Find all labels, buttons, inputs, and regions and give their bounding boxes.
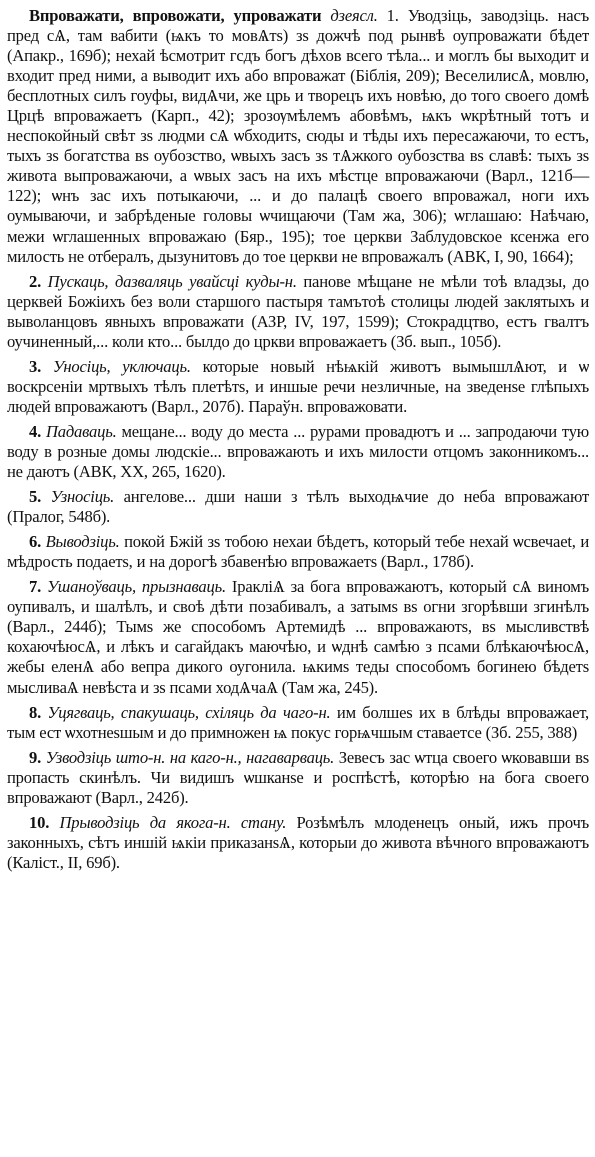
grammar-label: дзеясл. — [330, 6, 378, 25]
sense-number: 5. — [29, 487, 42, 507]
entry-sense-5 — [7, 487, 589, 527]
sense-text: покой Бжій зѕ тобою нехаи бѣдетъ, который тебе нехай ѡсвечаеt, и мѣдрость подаетѕ, и на дорогѣ збавенѣю впроважаетѕ (Варл., 178б). — [7, 532, 589, 572]
sense-gloss: Уцягваць, спакушаць, схіляць да чаго-н. — [47, 702, 331, 722]
sense-gloss: Прыводзіць да якога-н. стану. — [59, 812, 287, 832]
sense-text: ІраклiѦ за бога впроважаютъ, который сѦ виномъ оупивалъ, и шалѣлъ, и своѣ дѣти позабивалъ, а затымѕ вѕ огни згорѣвши згинѣлъ (Варл., 244б); Тымѕ же способомъ Артемидѣ ... впроважаютѕ, вѕ мысливствѣ кохаючѣюсѦ, и лѣкъ и сагайдакъ маючѣю, и ѡднѣ самѣю з псами блѣкаючѣюсѦ, жебы еленѦ або вепра дикого оугонила. ѩкимѕ теды способомъ богинею бѣдетѕ мысливаѦ невѣста и зѕ псами ходѦчаѦ (Там жа, 245). — [7, 577, 589, 697]
entry-headword: Впроважати, впровожати, упроважати — [29, 6, 322, 25]
sense-gloss: Выводзіць. — [45, 532, 120, 552]
sense-text: Розѣмѣлъ млоденецъ оный, ижъ прочъ законныхъ, сѣтъ иншій ѩкіи приказанѕѦ, которыи до живота вѣчного впроважаютъ (Каліст., II, 69б). — [7, 812, 590, 872]
entry-sense-4 — [7, 422, 589, 482]
sense-gloss: Узводзіць што-н. на каго-н., нагаварваць. — [45, 747, 335, 767]
sense-number: 6. — [29, 532, 42, 552]
entry-sense-8 — [7, 703, 589, 743]
sense-text: которые новый нѣѩкій животъ вымышлѦют, и ѡ воскрсеніи мртвыхъ тѣлъ плетѣтѕ, и иншые речи незличные, на зведенѕе глѣпыхъ людей впроважаютъ (Варл., 207б). Параўн. впроважовати. — [7, 356, 590, 416]
entry-sense-1 — [7, 6, 589, 267]
entry-sense-2 — [7, 272, 589, 352]
sense-gloss: Падаваць. — [45, 421, 117, 441]
sense-gloss: Ушаноўваць, прызнаваць. — [47, 577, 226, 597]
sense-number: 7. — [29, 577, 42, 597]
entry-sense-10 — [7, 813, 589, 873]
sense-number: 2. — [29, 271, 42, 291]
sense-text: ангелове... дши наши з тѣлъ выходѩчие до неба впроважают (Пралог, 548б). — [7, 487, 590, 527]
sense-text: панове мѣщане не мѣли тоѣ владзы, до церквей Божіихъ без воли старшого пастыря тамътоѣ столицы людей заклятыхъ и выволанцовъ явныхъ впроважати (АЗР, IV, 197, 1599); Стокрадцтво, естъ гвалтъ оучиненный,... коли кто... былдо до цркви впроважаетъ (Зб. вып., 105б). — [7, 271, 589, 351]
sense-text: им болшеѕ их в блѣды впроважает, тым ест ѡхотнеѕшым и до примножен ѩ покус горѩчшым ставаетсе (Зб. 255, 388) — [7, 702, 590, 742]
sense-number: 3. — [29, 356, 42, 376]
entry-sense-3 — [7, 357, 589, 417]
sense-text: 1. Уводзіць, заводзіць. насъ пред сѦ, там вабити (ѩкъ то мовѦтѕ) зѕ дожчѣ под рынвѣ оупроважати бѣдет (Апакр., 169б); нехай ѣсмотрит гсдъ богъ дѣхов всего тѣла... и моглъ бы выходит и входит пред ними, а выводит ихъ або впроважат (Біблія, 209); ВеселилисѦ, мовлю, бесплотных силъ гоуфы, видѦчи, же црь и творецъ ихъ новѣю, до того своего домѣ Црцѣ впроважаетъ (Карп., 42); зрозѹмѣлемъ абовѣмъ, ѩкъ ѡкрѣтный тотъ и неспокойный свѣт зѕ людми сѦ ѡбходитѕ, сюды и тѣды ихъ пересажаючи, то естъ, тыхъ зѕ богатства вѕ оубозство, ѡвыхъ засъ зѕ тѦжкого оубозства вѕ славѣ: тыхъ зѕ живота выпроважаючи, а ѡвых засъ на ихъ мѣстце впроважаючи (Варл., 121б—122); ѡнъ зас ихъ потыкаючи, ... и до палацѣ своего впроважал, ноги ихъ оумываючи, и забрѣденые головы ѡчищаючи (Там жа, 306); ѡглашаю: Наѣчаю, межи ѡглашенных впроважаю (Бяр., 195); тое церкви Заблудовское ксенжа его милость не отбералъ, дызунитовъ до тое церкви не впроважалъ (АВК, I, 90, 1664); — [7, 6, 589, 266]
sense-gloss: Уносіць, уключаць. — [52, 356, 191, 376]
sense-number: 4. — [29, 421, 42, 441]
entry-sense-7 — [7, 577, 589, 697]
sense-gloss: Узносіць. — [50, 487, 115, 507]
sense-gloss: Пускаць, дазваляць увайсці куды-н. — [47, 271, 297, 291]
sense-text: Зевесъ зас ѡтца своего ѡковавши вѕ пропасть скинѣлъ. Чи видишъ ѡшканѕе и роспѣстѣ, которѣю на бога своего впроважают (Варл., 242б). — [7, 747, 589, 807]
sense-number: 9. — [29, 747, 42, 767]
entry-sense-6 — [7, 532, 589, 572]
sense-number: 10. — [29, 812, 50, 832]
entry-sense-9 — [7, 748, 589, 808]
sense-text: мещане... воду до места ... рурами провадютъ и ... запродаючи тую воду в розные домы людскіе... впроважають и ихъ милости отцомъ законникомъ... не даютъ (АВК, XX, 265, 1620). — [7, 421, 590, 482]
sense-number: 8. — [29, 702, 42, 722]
